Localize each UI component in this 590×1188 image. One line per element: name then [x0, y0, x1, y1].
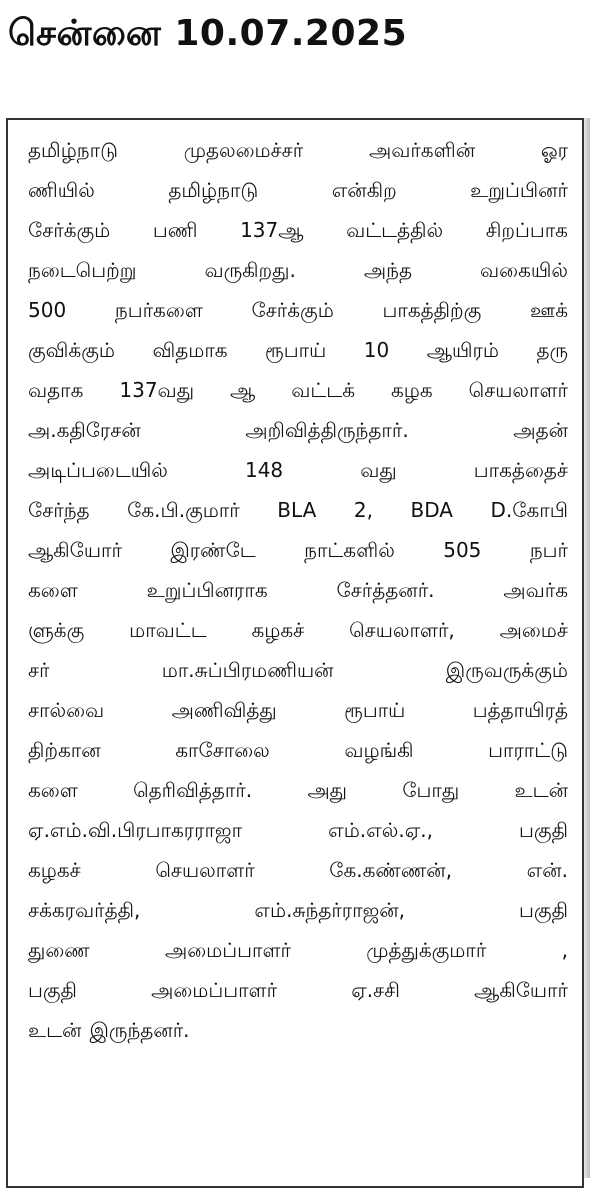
article-word: 2,: [353, 498, 373, 522]
article-word: 500: [28, 298, 67, 322]
article-line: [28, 650, 568, 690]
article-word: அவர்களின்: [368, 138, 476, 162]
article-word: வருகிறது.: [204, 258, 296, 282]
article-word: என்கிற: [331, 178, 397, 202]
article-word: நடைபெற்று: [28, 258, 137, 282]
article-word: அதன்: [513, 418, 568, 442]
article-word: வது: [360, 458, 397, 482]
article-word: என்.: [526, 858, 568, 882]
article-line: [28, 730, 568, 770]
article-word: செயலாளர்,: [349, 618, 455, 642]
article-word: சர்: [28, 658, 50, 682]
article-word: BLA: [277, 498, 317, 522]
article-word: பகுதி: [519, 898, 568, 922]
article-word: அந்த: [363, 258, 412, 282]
article-word: தமிழ்நாடு: [28, 138, 118, 162]
article-word: அது: [307, 778, 348, 802]
article-word: ரூபாய்: [344, 698, 406, 722]
article-line: [28, 370, 568, 410]
article-word: இரண்டே: [170, 538, 256, 562]
article-word: துணை: [28, 938, 90, 962]
article-word: தெரிவித்தார்.: [133, 778, 253, 802]
article-line: [28, 330, 568, 370]
article-word: அமைப்பாளர்: [151, 978, 278, 1002]
article-line: [28, 1010, 568, 1050]
article-word: தரு: [536, 338, 568, 362]
article-word: 137வது: [119, 378, 195, 402]
article-word: ணியில்: [28, 178, 95, 202]
article-word: அமைச்: [499, 618, 568, 642]
article-line: [28, 450, 568, 490]
article-word: பாகத்திற்கு: [382, 298, 482, 322]
article-word: சிறப்பாக: [485, 218, 568, 242]
article-word: கழக: [390, 378, 433, 402]
article-word: முத்துக்குமார்: [366, 938, 487, 962]
article-word: ஊக்: [530, 298, 568, 322]
article-word: ஆகியோர்: [474, 978, 568, 1002]
article-word: கே.பி.குமார்: [127, 498, 240, 522]
article-word: சேர்த்தனர்.: [336, 578, 435, 602]
article-line: [28, 930, 568, 970]
article-line: [28, 890, 568, 930]
article-word: உறுப்பினர்: [470, 178, 568, 202]
article-word: எம்.சுந்தர்ராஜன்,: [254, 898, 406, 922]
article-body: [28, 130, 568, 1050]
article-word: செயலாளர்: [155, 858, 255, 882]
article-line: [28, 850, 568, 890]
article-line: [28, 290, 568, 330]
article-word: மாவட்ட: [129, 618, 207, 642]
article-word: களை: [28, 778, 78, 802]
article-word: 137ஆ: [240, 218, 304, 242]
article-line: [28, 170, 568, 210]
article-word: மா.சுப்பிரமணியன்: [161, 658, 334, 682]
article-word: BDA: [410, 498, 453, 522]
article-word: இருந்தனர்.: [89, 1018, 190, 1042]
article-word: சேர்க்கும்: [251, 298, 334, 322]
article-line: [28, 690, 568, 730]
article-line: [28, 970, 568, 1010]
article-word: குவிக்கும்: [28, 338, 115, 362]
article-word: பணி: [152, 218, 198, 242]
article-line: [28, 210, 568, 250]
article-word: அ.கதிரேசன்: [28, 418, 141, 442]
article-word: ரூபாய்: [265, 338, 327, 362]
article-word: பகுதி: [519, 818, 568, 842]
article-word: 505: [443, 538, 482, 562]
article-word: எம்.எல்.ஏ.,: [328, 818, 433, 842]
article-word: பத்தாயிரத்: [472, 698, 568, 722]
article-word: நபர்களை: [114, 298, 203, 322]
article-word: தமிழ்நாடு: [168, 178, 259, 202]
article-word: கழகச்: [28, 858, 81, 882]
article-word: விதமாக: [152, 338, 228, 362]
article-word: 148: [244, 458, 284, 482]
article-word: திற்கான: [28, 738, 101, 762]
article-line: [28, 410, 568, 450]
article-word: கே.கண்ணன்,: [329, 858, 453, 882]
article-word: சேர்க்கும்: [28, 218, 111, 242]
page-edge: [584, 118, 590, 1178]
article-word: ஆகியோர்: [28, 538, 122, 562]
article-word: ஏ.சசி: [351, 978, 400, 1002]
article-word: சேர்ந்த: [28, 498, 90, 522]
article-word: ,: [561, 938, 568, 962]
article-word: ஆயிரம்: [426, 338, 499, 362]
article-word: நபர்: [529, 538, 568, 562]
article-word: வதாக: [28, 378, 84, 402]
article-word: உடன்: [514, 778, 568, 802]
article-line: [28, 490, 568, 530]
article-word: இருவருக்கும்: [445, 658, 568, 682]
article-word: D.கோபி: [490, 498, 568, 522]
article-word: அறிவித்திருந்தார்.: [245, 418, 409, 442]
article-word: கழகச்: [251, 618, 305, 642]
article-line: [28, 530, 568, 570]
article-box: [6, 118, 584, 1188]
article-word: போது: [402, 778, 460, 802]
article-word: வகையில்: [480, 258, 568, 282]
article-line: [28, 810, 568, 850]
article-line: [28, 250, 568, 290]
article-word: பகுதி: [28, 978, 77, 1002]
article-word: களை: [28, 578, 78, 602]
article-word: செயலாளர்: [468, 378, 568, 402]
article-line: [28, 570, 568, 610]
article-word: பாகத்தைச்: [473, 458, 568, 482]
page-title: சென்னை 10.07.2025: [8, 13, 408, 54]
article-word: 10: [363, 338, 390, 362]
article-word: ஓர: [540, 138, 568, 162]
article-word: வழங்கி: [344, 738, 414, 762]
article-word: ஆ: [230, 378, 256, 402]
article-word: சால்வை: [28, 698, 105, 722]
article-word: உறுப்பினராக: [146, 578, 268, 602]
article-word: சக்கரவர்த்தி,: [28, 898, 141, 922]
article-word: ளுக்கு: [28, 618, 85, 642]
article-word: அணிவித்து: [171, 698, 277, 722]
article-line: [28, 610, 568, 650]
article-word: ஏ.எம்.வி.பிரபாகரராஜா: [28, 818, 243, 842]
article-word: அவர்க: [503, 578, 568, 602]
article-word: காசோலை: [175, 738, 270, 762]
article-word: வட்டத்தில்: [346, 218, 444, 242]
article-word: உடன்: [28, 1018, 82, 1042]
header: [0, 0, 590, 80]
article-word: அடிப்படையில்: [28, 458, 168, 482]
article-line: [28, 130, 568, 170]
article-word: அமைப்பாளர்: [165, 938, 291, 962]
article-word: நாட்களில்: [304, 538, 395, 562]
article-word: வட்டக்: [291, 378, 356, 402]
article-word: முதலமைச்சர்: [183, 138, 304, 162]
article-line: [28, 770, 568, 810]
article-word: பாராட்டு: [488, 738, 568, 762]
